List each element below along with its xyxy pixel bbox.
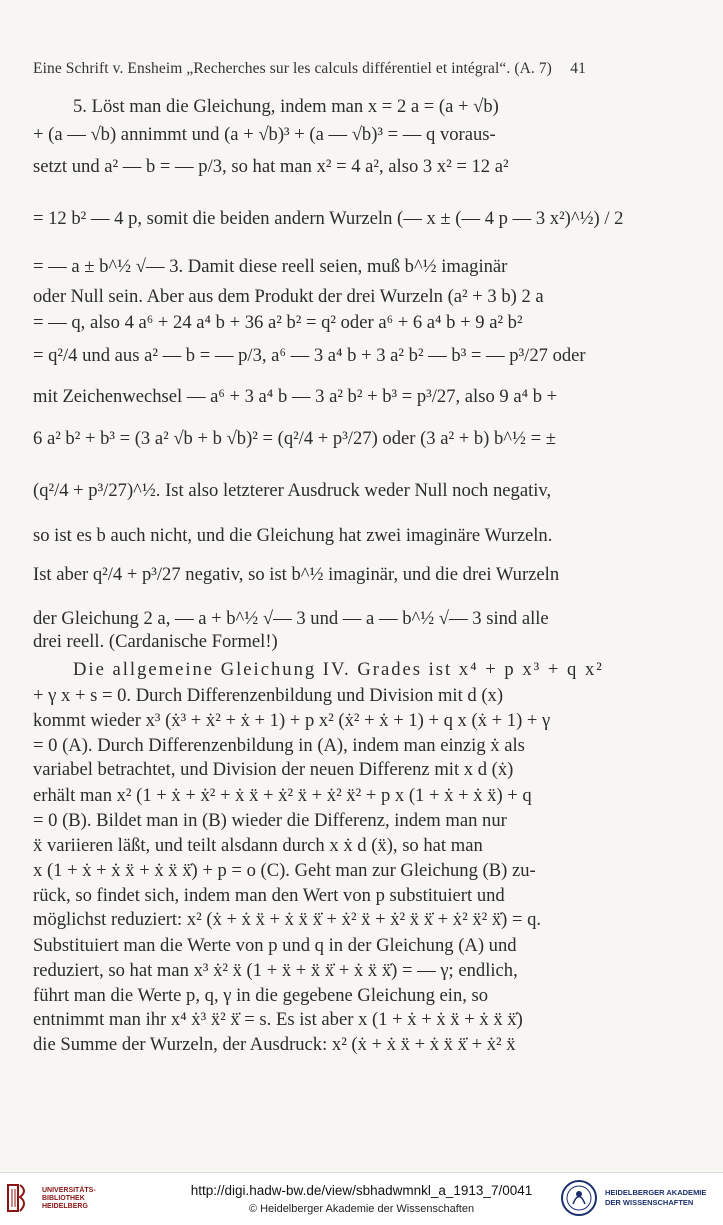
text-line: oder Null sein. Aber aus dem Produkt der drei Wurzeln (a² + 3 b) 2 a xyxy=(33,286,544,307)
library-name: UNIVERSITÄTS- BIBLIOTHEK HEIDELBERG xyxy=(42,1187,96,1211)
text-line: reduziert, so hat man x³ ẋ² ẍ (1 + ẍ + ẍ ẍ̇ + ẋ ẍ ẍ̇) = — γ; endlich, xyxy=(33,960,518,981)
text-line: setzt und a² — b = — p/3, so hat man x² = 4 a², also 3 x² = 12 a² xyxy=(33,156,509,177)
text-line: + (a — √b) annimmt und (a + √b)³ + (a — √b)³ = — q voraus- xyxy=(33,124,496,145)
text-line: 5. Löst man die Gleichung, indem man x = 2 a = (a + √b) xyxy=(73,96,499,117)
running-title: Eine Schrift v. Ensheim „Recherches sur les calculs différentiel et intégral“. (A. 7) xyxy=(33,60,552,77)
text-line: möglichst reduziert: x² (ẋ + ẋ ẍ + ẋ ẍ ẍ̇ + ẋ² ẍ + ẋ² ẍ ẍ̇ + ẋ² ẍ² ẍ̇) = q. xyxy=(33,909,542,930)
text-line: = — a ± b^½ √— 3. Damit diese reell seien, muß b^½ imaginär xyxy=(33,256,508,277)
running-header xyxy=(33,60,586,78)
text-line: führt man die Werte p, q, γ in die gegebene Gleichung ein, so xyxy=(33,985,489,1006)
text-line: = 0 (B). Bildet man in (B) wieder die Differenz, indem man nur xyxy=(33,810,507,831)
digital-url-link[interactable]: http://digi.hadw-bw.de/view/sbhadwmnkl_a_1913_7/0041 xyxy=(190,1183,533,1198)
text-line: kommt wieder x³ (ẋ³ + ẋ² + ẋ + 1) + p x² (ẋ² + ẋ + 1) + q x (ẋ + 1) + γ xyxy=(33,710,551,731)
text-line: = 0 (A). Durch Differenzenbildung in (A), indem man einzig ẋ als xyxy=(33,735,525,756)
text-line: + γ x + s = 0. Durch Differenzenbildung und Division mit d (x) xyxy=(33,685,504,706)
copyright-text: © Heidelberger Akademie der Wissenschaften xyxy=(248,1203,475,1215)
text-line: entnimmt man ihr x⁴ ẋ³ ẍ² ẍ̇ = s. Es ist aber x (1 + ẋ + ẋ ẍ + ẋ ẍ ẍ̇) xyxy=(33,1009,523,1030)
text-line: 6 a² b² + b³ = (3 a² √b + b √b)² = (q²/4 + p³/27) oder (3 a² + b) b^½ = ± xyxy=(33,428,556,449)
academy-name: HEIDELBERGER AKADEMIE DER WISSENSCHAFTEN xyxy=(605,1188,707,1207)
text-line: der Gleichung 2 a, — a + b^½ √— 3 und — a — b^½ √— 3 sind alle xyxy=(33,608,549,629)
academy-seal-icon xyxy=(560,1179,598,1217)
text-line: Substituiert man die Werte von p und q in der Gleichung (A) und xyxy=(33,935,517,956)
text-line: x (1 + ẋ + ẋ ẍ + ẋ ẍ ẍ̇) + p = o (C). Geht man zur Gleichung (B) zu- xyxy=(33,860,536,881)
text-line: so ist es b auch nicht, und die Gleichung hat zwei imaginäre Wurzeln. xyxy=(33,525,553,546)
text-line: variabel betrachtet, und Division der neuen Differenz mit x d (ẋ) xyxy=(33,759,514,780)
text-line: erhält man x² (1 + ẋ + ẋ² + ẋ ẍ + ẋ² ẍ + ẋ² ẍ² + p x (1 + ẋ + ẋ ẍ) + q xyxy=(33,785,532,806)
text-line: rück, so findet sich, indem man den Wert von p substituiert und xyxy=(33,885,505,906)
text-line: Die allgemeine Gleichung IV. Grades ist x⁴ + p x³ + q x² xyxy=(73,659,604,680)
text-line: = — q, also 4 a⁶ + 24 a⁴ b + 36 a² b² = q² oder a⁶ + 6 a⁴ b + 9 a² b² xyxy=(33,312,523,333)
text-line: die Summe der Wurzeln, der Ausdruck: x² (ẋ + ẋ ẍ + ẋ ẍ ẍ̇ + ẋ² ẍ xyxy=(33,1034,516,1055)
text-line: = 12 b² — 4 p, somit die beiden andern Wurzeln (— x ± (— 4 p — 3 x²)^½) / 2 xyxy=(33,208,624,229)
text-line: mit Zeichenwechsel — a⁶ + 3 a⁴ b — 3 a² b² + b³ = p³/27, also 9 a⁴ b + xyxy=(33,386,558,407)
footer-bar xyxy=(0,1172,723,1225)
page-number: 41 xyxy=(570,60,586,77)
text-line: ẍ variieren läßt, und teilt alsdann durch x ẋ d (ẍ), so hat man xyxy=(33,835,483,856)
text-line: drei reell. (Cardanische Formel!) xyxy=(33,631,278,652)
text-line: (q²/4 + p³/27)^½. Ist also letzterer Ausdruck weder Null noch negativ, xyxy=(33,480,552,501)
text-line: Ist aber q²/4 + p³/27 negativ, so ist b^½ imaginär, und die drei Wurzeln xyxy=(33,564,560,585)
text-line: = q²/4 und aus a² — b = — p/3, a⁶ — 3 a⁴ b + 3 a² b² — b³ = — p³/27 oder xyxy=(33,345,586,366)
